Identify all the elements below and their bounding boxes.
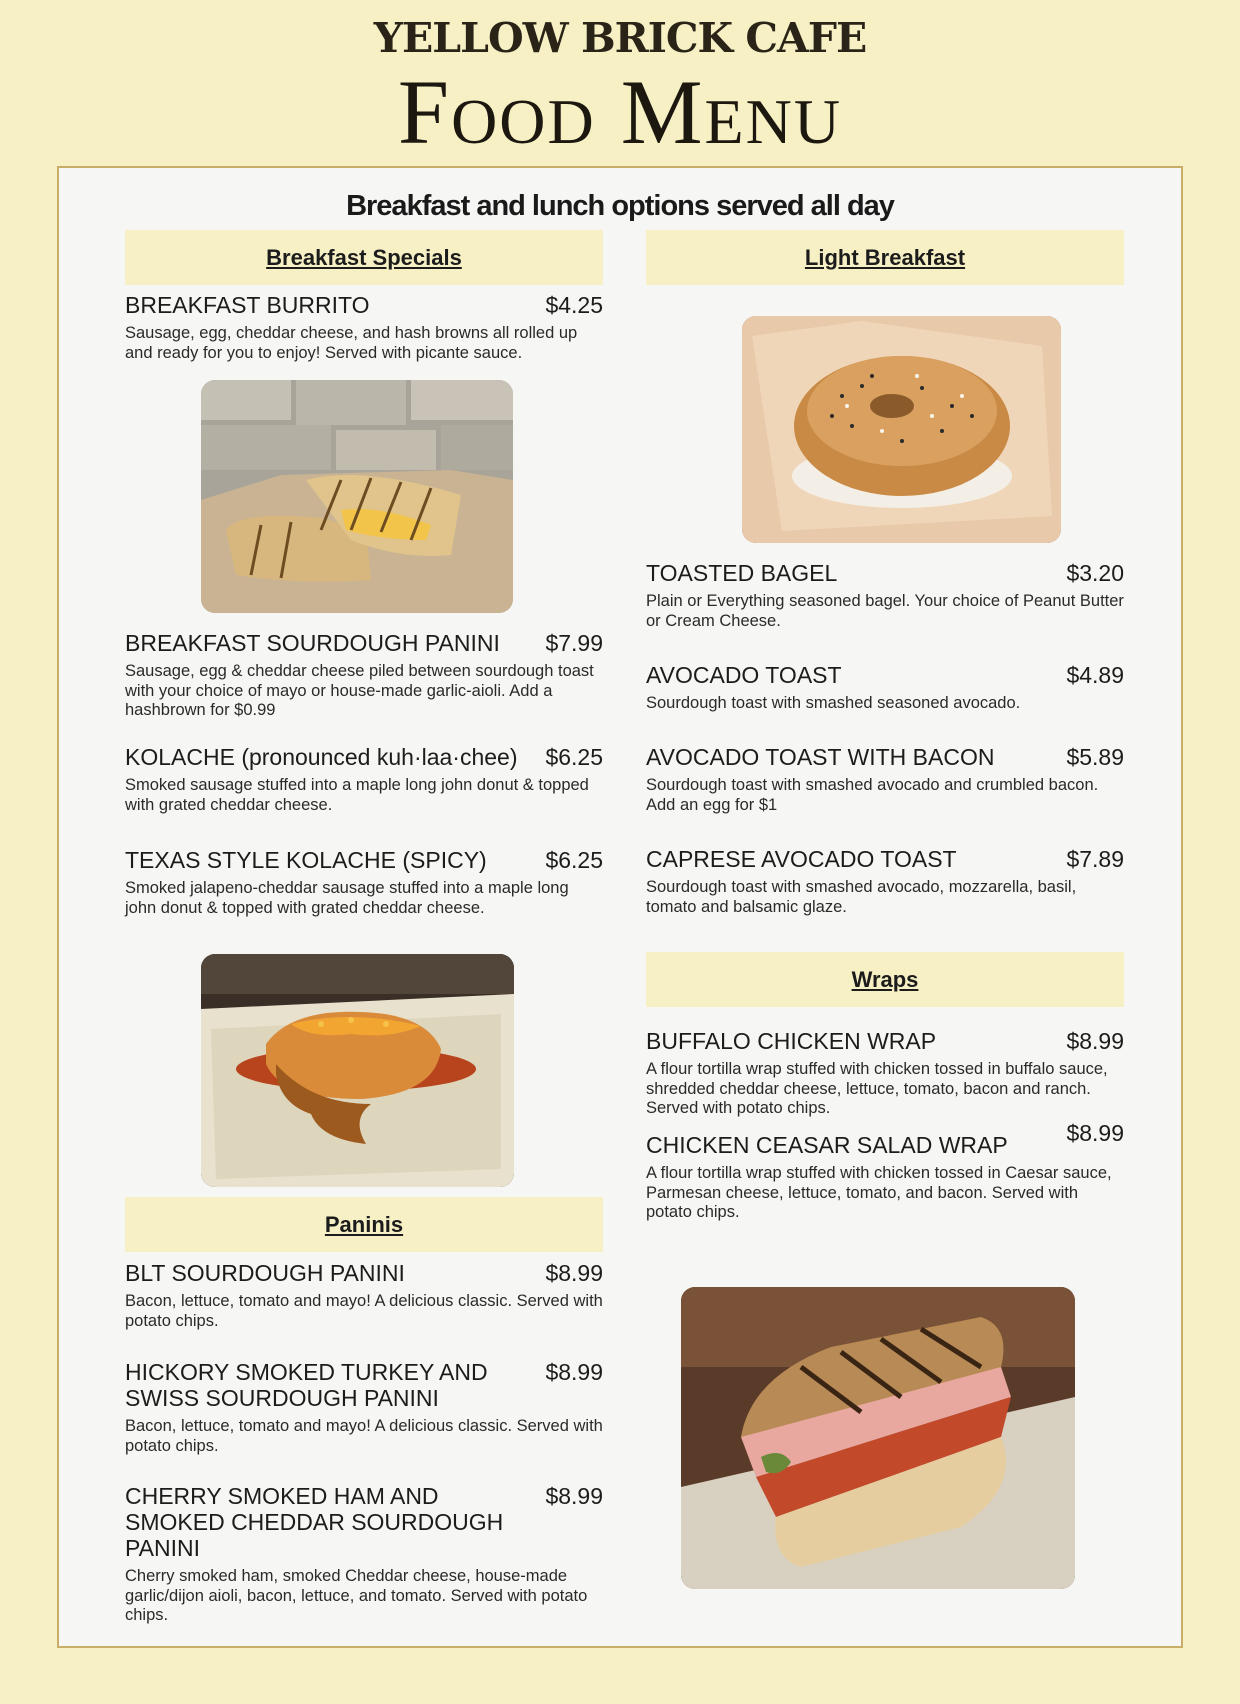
item-name: BREAKFAST BURRITO bbox=[125, 292, 370, 318]
item-name: BLT SOURDOUGH PANINI bbox=[125, 1260, 405, 1286]
item-name: CHICKEN CEASAR SALAD WRAP bbox=[646, 1132, 1008, 1158]
item-description: Sourdough toast with smashed avocado, mozzarella, basil, tomato and balsamic glaze. bbox=[646, 878, 1077, 916]
item-description: A flour tortilla wrap stuffed with chicken tossed in buffalo sauce, shredded cheddar cheese, lettuce, tomato, bacon and ranch. Served with potato chips. bbox=[646, 1060, 1108, 1117]
item-name: BREAKFAST SOURDOUGH PANINI bbox=[125, 630, 500, 656]
item-description: Bacon, lettuce, tomato and mayo! A delicious classic. Served with potato chips. bbox=[125, 1292, 603, 1330]
cafe-brand: YELLOW BRICK CAFE bbox=[373, 14, 867, 62]
menu-subtitle: Breakfast and lunch options served all day bbox=[346, 190, 894, 222]
menu-item bbox=[125, 630, 603, 721]
item-description: Smoked jalapeno-cheddar sausage stuffed into a maple long john donut & topped with grated cheddar cheese. bbox=[125, 879, 569, 917]
section-header-paninis bbox=[125, 1197, 603, 1252]
item-price: $8.99 bbox=[545, 1483, 603, 1509]
menu-title: Food Menu bbox=[397, 61, 843, 163]
item-price: $8.99 bbox=[545, 1260, 603, 1286]
item-name: KOLACHE (pronounced kuh·laa·chee) bbox=[125, 744, 518, 770]
menu-item bbox=[125, 744, 603, 815]
menu-item bbox=[646, 662, 1124, 714]
item-price: $7.99 bbox=[545, 630, 603, 656]
item-price: $4.89 bbox=[1066, 662, 1124, 688]
item-name: TEXAS STYLE KOLACHE (SPICY) bbox=[125, 847, 487, 873]
menu-item bbox=[125, 292, 603, 363]
item-price: $5.89 bbox=[1066, 744, 1124, 770]
item-description: Sourdough toast with smashed seasoned avocado. bbox=[646, 694, 1021, 712]
item-description: Sausage, egg, cheddar cheese, and hash browns all rolled up and ready for you to enjoy! Served with picante sauce. bbox=[125, 324, 578, 362]
item-price: $4.25 bbox=[545, 292, 603, 318]
menu-item bbox=[646, 1028, 1124, 1119]
section-title: Breakfast Specials bbox=[266, 244, 462, 270]
item-price: $8.99 bbox=[1066, 1120, 1124, 1146]
item-name: AVOCADO TOAST WITH BACON bbox=[646, 744, 995, 770]
item-description: Sourdough toast with smashed avocado and crumbled bacon. Add an egg for $1 bbox=[646, 776, 1099, 814]
item-name: BUFFALO CHICKEN WRAP bbox=[646, 1028, 937, 1054]
menu-item bbox=[646, 560, 1124, 631]
menu-item bbox=[125, 1260, 603, 1331]
section-header-wraps bbox=[646, 952, 1124, 1007]
item-description: Cherry smoked ham, smoked Cheddar cheese, house-made garlic/dijon aioli, bacon, lettuce, and tomato. Served with potato chips. bbox=[125, 1567, 588, 1624]
item-name: AVOCADO TOAST bbox=[646, 662, 842, 688]
menu-item bbox=[125, 847, 603, 918]
menu-item bbox=[125, 1483, 603, 1626]
section-title: Wraps bbox=[851, 966, 919, 992]
section-title: Paninis bbox=[324, 1211, 404, 1237]
breakfast-panini-photo bbox=[201, 380, 513, 613]
menu-item bbox=[646, 744, 1124, 815]
menu-item bbox=[646, 1120, 1124, 1223]
section-title: Light Breakfast bbox=[804, 244, 966, 270]
item-price: $6.25 bbox=[545, 847, 603, 873]
menu-item bbox=[646, 846, 1124, 917]
bagel-photo bbox=[742, 316, 1061, 543]
section-header-light-breakfast bbox=[646, 230, 1124, 285]
kolache-photo bbox=[201, 954, 514, 1187]
item-description: Bacon, lettuce, tomato and mayo! A delicious classic. Served with potato chips. bbox=[125, 1417, 603, 1455]
item-description: A flour tortilla wrap stuffed with chicken tossed in Caesar sauce, Parmesan cheese, lettuce, tomato, and bacon. Served with potato chips. bbox=[646, 1164, 1112, 1221]
item-name: TOASTED BAGEL bbox=[646, 560, 838, 586]
item-price: $7.89 bbox=[1066, 846, 1124, 872]
item-price: $6.25 bbox=[545, 744, 603, 770]
item-price: $3.20 bbox=[1066, 560, 1124, 586]
menu-panel bbox=[57, 166, 1183, 1648]
item-description: Plain or Everything seasoned bagel. Your choice of Peanut Butter or Cream Cheese. bbox=[646, 592, 1124, 630]
section-header-breakfast-specials bbox=[125, 230, 603, 285]
menu-item bbox=[125, 1359, 603, 1456]
item-name: CAPRESE AVOCADO TOAST bbox=[646, 846, 957, 872]
item-name: CHERRY SMOKED HAM AND SMOKED CHEDDAR SOURDOUGH PANINI bbox=[125, 1483, 504, 1561]
item-name: HICKORY SMOKED TURKEY AND SWISS SOURDOUGH PANINI bbox=[125, 1359, 488, 1411]
panini-sandwich-photo bbox=[681, 1287, 1075, 1589]
item-description: Smoked sausage stuffed into a maple long john donut & topped with grated cheddar cheese. bbox=[125, 776, 589, 814]
item-description: Sausage, egg & cheddar cheese piled between sourdough toast with your choice of mayo or house-made garlic-aioli. Add a hashbrown for $0.99 bbox=[125, 662, 594, 719]
item-price: $8.99 bbox=[545, 1359, 603, 1385]
item-price: $8.99 bbox=[1066, 1028, 1124, 1054]
